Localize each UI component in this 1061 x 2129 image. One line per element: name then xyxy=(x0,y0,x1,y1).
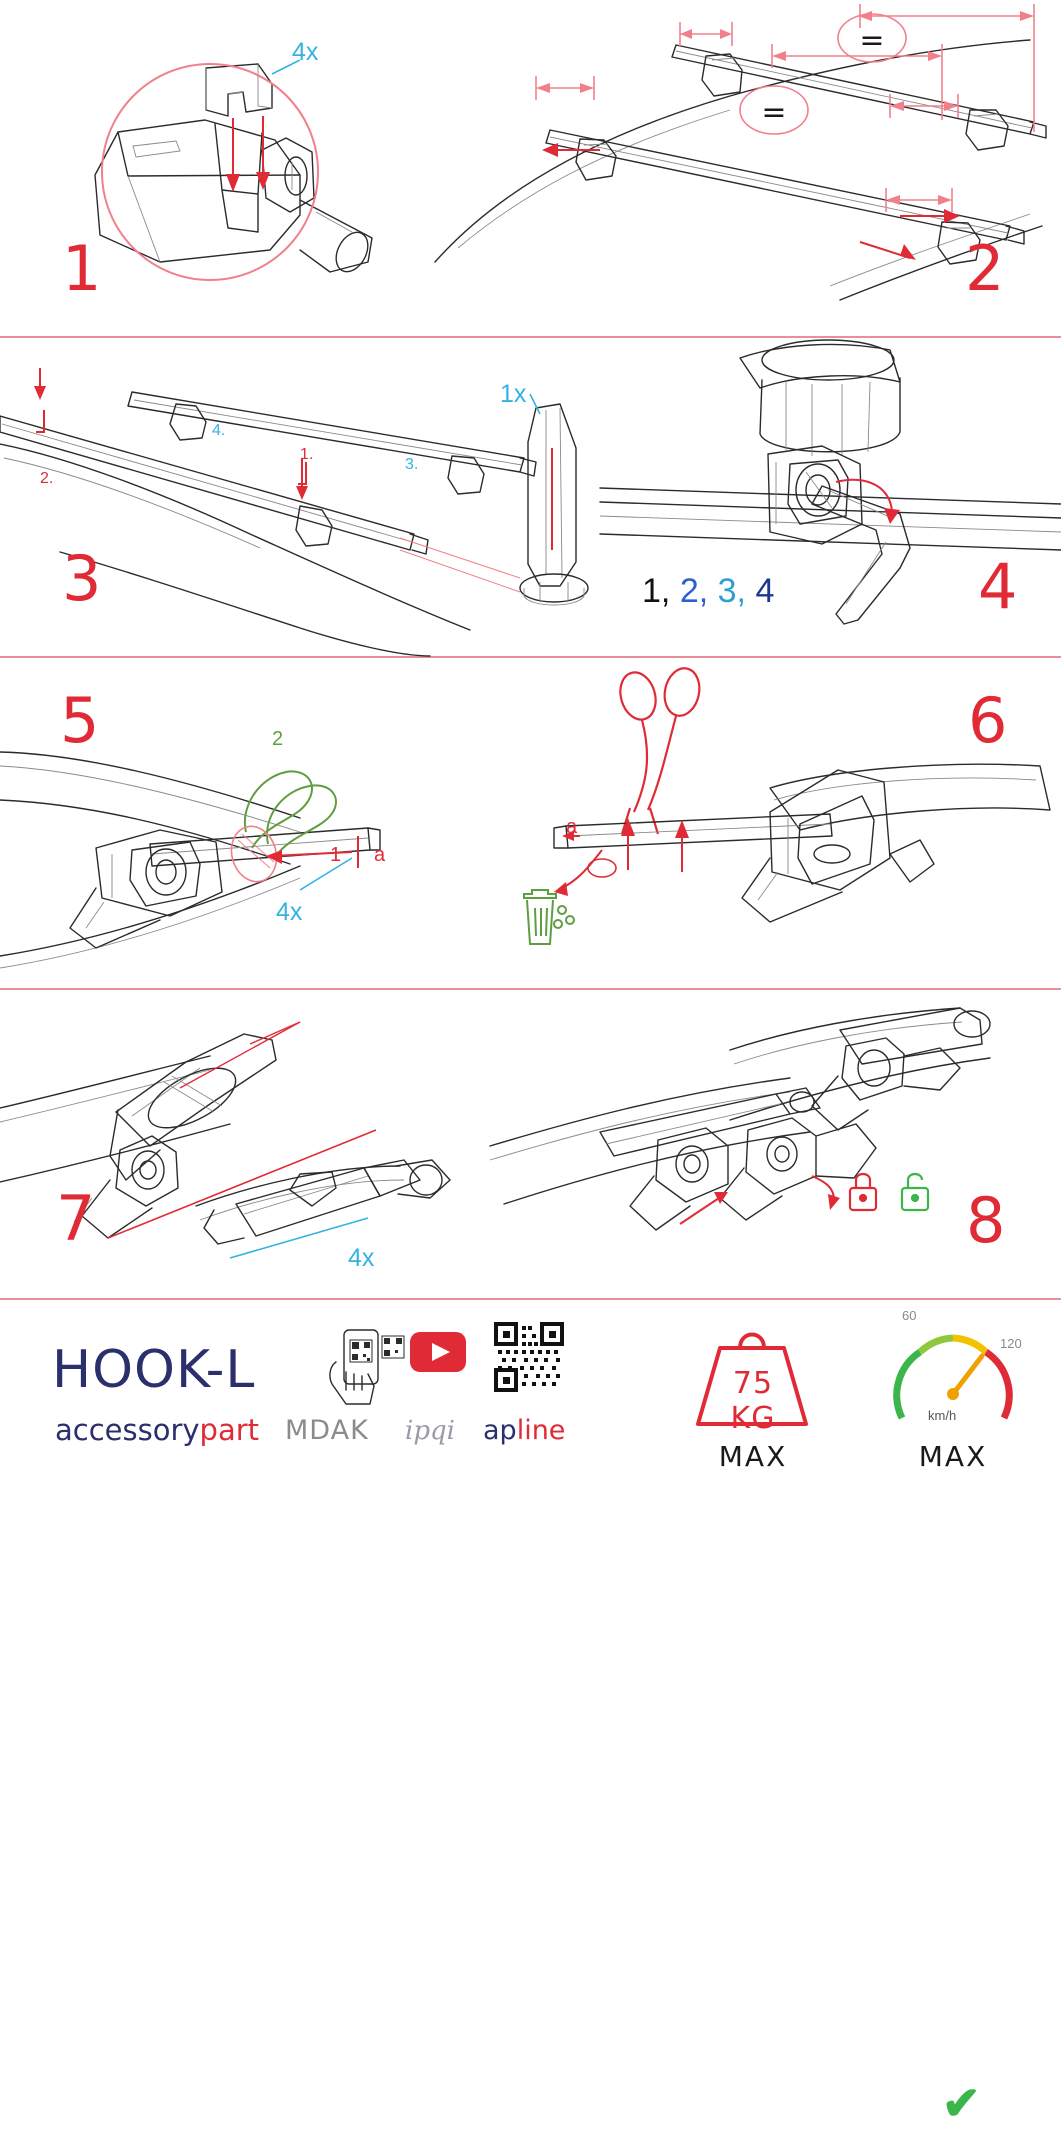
max-load-value: 75 KG xyxy=(730,1366,776,1436)
step-3-panel xyxy=(0,338,600,656)
brand-prefix: accessory xyxy=(55,1413,200,1447)
speed-tick-60: 60 xyxy=(902,1308,917,1323)
step-4-sequence xyxy=(642,572,774,611)
max-speed-label: MAX xyxy=(918,1440,988,1473)
step-6-label-a: a xyxy=(566,816,578,838)
step-3-label-3: 3. xyxy=(405,456,419,473)
step-1-panel xyxy=(0,0,430,336)
svg-text:=: = xyxy=(859,23,885,58)
step-4-panel xyxy=(600,338,1061,656)
partner-logo-apline xyxy=(483,1415,565,1446)
step-1-number: 1 xyxy=(62,232,103,305)
step-5-label-a: a xyxy=(374,844,386,866)
step-7-number: 7 xyxy=(56,1182,97,1255)
speed-tick-120: 120 xyxy=(1000,1336,1022,1351)
step-2-panel xyxy=(430,0,1061,336)
step-2-number: 2 xyxy=(965,232,1006,305)
step-1-callout-4x: 4x xyxy=(292,38,319,66)
partner-logo-mdak: MDAK xyxy=(285,1415,369,1446)
step-3-label-4: 4. xyxy=(212,422,226,439)
step-6-panel xyxy=(470,658,1061,988)
step-7-panel xyxy=(0,990,490,1298)
hand-phone-qr-icon xyxy=(322,1328,408,1408)
youtube-play-icon[interactable] xyxy=(410,1332,466,1372)
apline-suffix: line xyxy=(516,1415,566,1446)
brand-logo xyxy=(55,1413,259,1447)
step-4-seq-4: 4 xyxy=(755,572,775,610)
partner-logo-ipqi: ipqi xyxy=(405,1416,455,1446)
step-3-number: 3 xyxy=(62,542,103,615)
step-5-panel xyxy=(0,658,470,988)
max-load-label: MAX xyxy=(718,1440,788,1473)
step-5-label-2: 2 xyxy=(272,728,284,750)
speed-unit: km/h xyxy=(928,1408,957,1423)
step-5-label-1: 1 xyxy=(330,844,342,866)
qr-code-icon xyxy=(494,1322,564,1392)
step-3-label-1: 1. xyxy=(300,446,314,463)
step-6-number: 6 xyxy=(968,684,1009,757)
product-name: HOOK-L xyxy=(52,1340,256,1400)
step-4-seq-3: 3, xyxy=(717,572,746,610)
step-4-number: 4 xyxy=(978,550,1019,623)
svg-text:=: = xyxy=(761,95,787,130)
apline-prefix: ap xyxy=(483,1415,517,1446)
step-7-callout-4x: 4x xyxy=(348,1244,375,1272)
step-4-seq-2: 2, xyxy=(679,572,709,610)
step-3-callout-1x: 1x xyxy=(500,380,527,408)
check-mark-icon: ✔ xyxy=(942,2077,981,2129)
brand-suffix: part xyxy=(199,1413,260,1447)
step-8-number: 8 xyxy=(966,1184,1007,1257)
step-3-label-2: 2. xyxy=(40,470,54,487)
step-5-number: 5 xyxy=(60,684,101,757)
step-5-callout-4x: 4x xyxy=(276,898,303,926)
step-4-seq-1: 1, xyxy=(642,572,671,610)
